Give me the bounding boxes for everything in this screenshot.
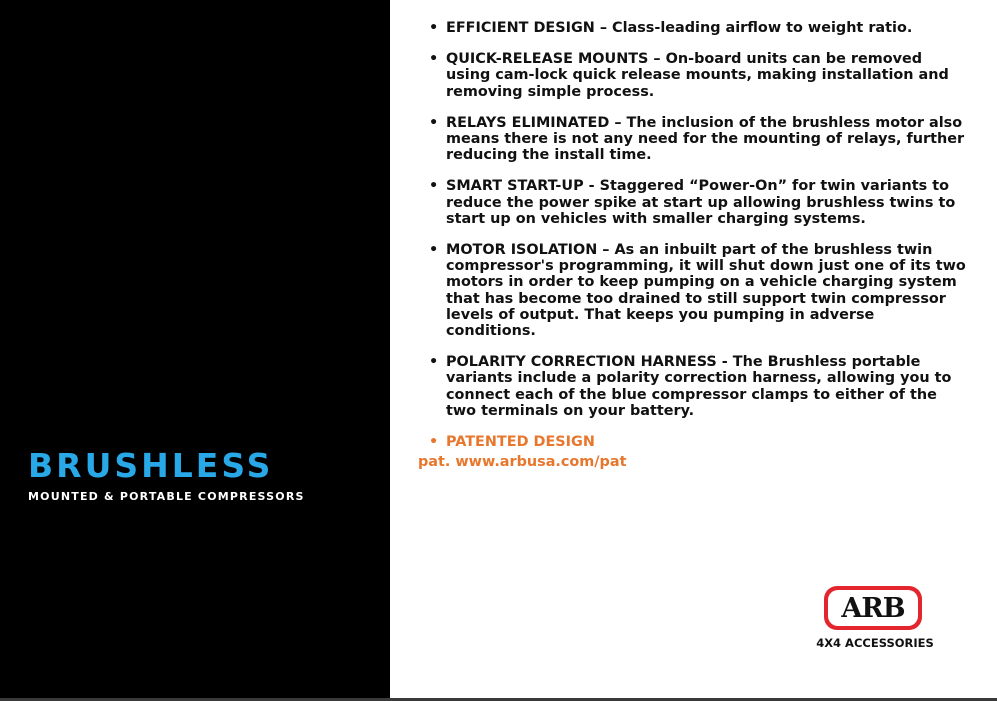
product-subtitle: MOUNTED & PORTABLE COMPRESSORS (28, 490, 305, 503)
arb-logo-badge (824, 586, 922, 630)
bullet-icon: • (429, 114, 439, 131)
feature-text: SMART START-UP - Staggered “Power-On” for twin variants to reduce the power spike at start up allowing brushless twins to start up on vehicles with smaller charging systems. (446, 178, 956, 227)
product-title: BRUSHLESS (28, 446, 274, 485)
patent-link[interactable]: pat. www.arbusa.com/pat (418, 454, 627, 470)
feature-text: PATENTED DESIGN (446, 434, 595, 451)
arb-wordmark: ARB (828, 590, 918, 626)
bullet-icon: • (429, 354, 439, 371)
feature-list (426, 20, 966, 465)
bullet-icon: • (429, 178, 439, 195)
bullet-icon: • (429, 20, 439, 36)
feature-text: POLARITY CORRECTION HARNESS - The Brushless portable variants include a polarity correction harness, allowing you to connect each of the blue compressor clamps to either of the two terminals on your battery. (446, 354, 952, 419)
feature-item-efficient-design (426, 20, 966, 36)
feature-text: EFFICIENT DESIGN – Class-leading airflow to weight ratio. (446, 20, 913, 36)
feature-item-patented-design (426, 434, 966, 450)
bullet-icon: • (429, 242, 439, 259)
feature-item-relays-eliminated (426, 115, 966, 164)
feature-item-motor-isolation (426, 242, 966, 339)
left-black-panel (0, 0, 390, 698)
logo-tagline: 4X4 ACCESSORIES (816, 636, 934, 650)
feature-item-polarity-correction (426, 354, 966, 419)
bullet-icon: • (429, 434, 439, 451)
feature-text: QUICK-RELEASE MOUNTS – On-board units can be removed using cam-lock quick release mounts, making installation and removing simple process. (446, 51, 949, 100)
feature-text: RELAYS ELIMINATED – The inclusion of the brushless motor also means there is not any need for the mounting of relays, further reducing the install time. (446, 114, 965, 164)
feature-item-smart-start-up (426, 178, 966, 227)
feature-item-quick-release-mounts (426, 51, 966, 100)
feature-text: MOTOR ISOLATION – As an inbuilt part of the brushless twin compressor's programming, it will shut down just one of its two motors in order to keep pumping on a vehicle charging system that has become too drained to still support twin compressor levels of output. That keeps you pumping in adverse conditions. (446, 242, 966, 340)
arb-logo (813, 586, 937, 656)
bullet-icon: • (429, 51, 439, 68)
